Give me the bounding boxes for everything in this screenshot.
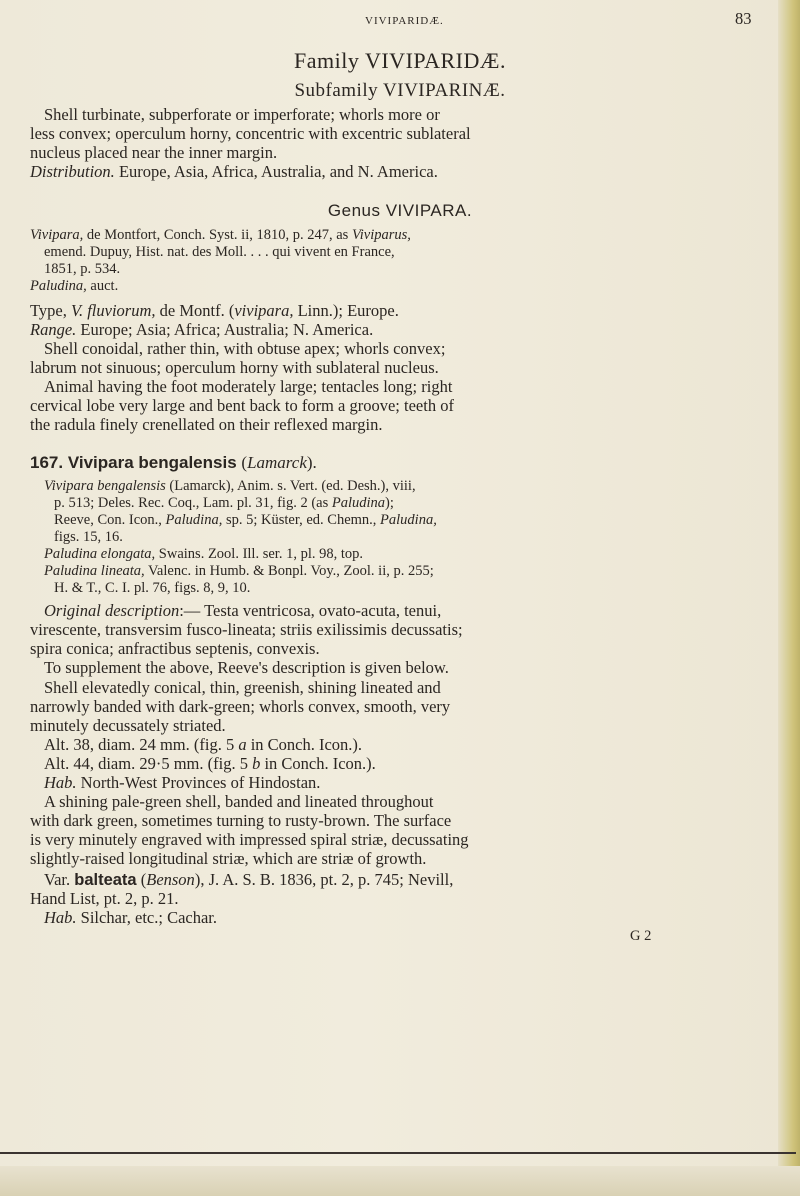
family-desc-3: nucleus placed near the inner margin. (30, 143, 278, 162)
species-syn-2: p. 513; Deles. Rec. Coq., Lam. pl. 31, fig. 2 (as Paludina); (54, 495, 394, 511)
genus-desc-1: Shell conoidal, rather thin, with obtuse apex; whorls convex; (44, 339, 446, 358)
reeve-desc-3: minutely decussately striated. (30, 716, 226, 735)
species-syn-3: Reeve, Con. Icon., Paludina, sp. 5; Küster, ed. Chemn., Paludina, (54, 512, 437, 528)
page-edge (778, 0, 800, 1196)
species-syn-5: Paludina elongata, Swains. Zool. Ill. ser. 1, pl. 98, top. (44, 546, 364, 562)
measurement-1: Alt. 38, diam. 24 mm. (fig. 5 a in Conch. Icon.). (44, 735, 363, 754)
subfamily-title: Subfamily VIVIPARINÆ. (294, 80, 506, 101)
genus-synonym-1c: 1851, p. 534. (44, 261, 121, 277)
habitat: Hab. North-West Provinces of Hindostan. (44, 773, 321, 792)
genus-type: Type, V. fluviorum, de Montf. (vivipara, Linn.); Europe. (30, 301, 399, 320)
measurement-2: Alt. 44, diam. 29·5 mm. (fig. 5 b in Conch. Icon.). (44, 754, 376, 773)
genus-range: Range. Europe; Asia; Africa; Australia; N. America. (30, 320, 374, 339)
page-number: 83 (735, 9, 752, 28)
species-syn-7: H. & T., C. I. pl. 76, figs. 8, 9, 10. (54, 580, 251, 596)
bottom-band (0, 1166, 800, 1196)
species-heading: 167. Vivipara bengalensis (Lamarck). (30, 453, 317, 472)
original-desc-2: virescente, transversim fusco-lineata; striis exilissimis decussatis; (30, 620, 463, 639)
genus-desc-3: Animal having the foot moderately large; tentacles long; right (44, 377, 453, 396)
family-desc-2: less convex; operculum horny, concentric with excentric sublateral (30, 124, 471, 143)
family-desc-1: Shell turbinate, subperforate or imperforate; whorls more or (44, 105, 440, 124)
family-distribution: Distribution. Europe, Asia, Africa, Australia, and N. America. (30, 162, 438, 181)
original-desc-3: spira conica; anfractibus septenis, convexis. (30, 639, 320, 658)
shell-desc-2: with dark green, sometimes turning to rusty-brown. The surface (30, 811, 452, 830)
original-desc-1: Original description:— Testa ventricosa, ovato-acuta, tenui, (44, 601, 442, 620)
supplement-note: To supplement the above, Reeve's description is given below. (44, 658, 449, 677)
variety-habitat: Hab. Silchar, etc.; Cachar. (44, 908, 217, 927)
reeve-desc-1: Shell elevatedly conical, thin, greenish, shining lineated and (44, 678, 441, 697)
shell-desc-4: slightly-raised longitudinal striæ, which are striæ of growth. (30, 849, 427, 868)
variety-line-1: Var. balteata (Benson), J. A. S. B. 1836, pt. 2, p. 745; Nevill, (44, 870, 454, 889)
variety-line-2: Hand List, pt. 2, p. 21. (30, 889, 179, 908)
genus-desc-2: labrum not sinuous; operculum horny with sublateral nucleus. (30, 358, 439, 377)
family-title: Family VIVIPARIDÆ. (294, 48, 506, 73)
genus-desc-4: cervical lobe very large and bent back to form a groove; teeth of (30, 396, 454, 415)
signature-mark: G 2 (630, 928, 652, 944)
genus-synonym-1b: emend. Dupuy, Hist. nat. des Moll. . . . qui vivent en France, (44, 244, 395, 260)
genus-title: Genus VIVIPARA. (327, 201, 473, 220)
shell-desc-1: A shining pale-green shell, banded and lineated throughout (44, 792, 434, 811)
reeve-desc-2: narrowly banded with dark-green; whorls convex, smooth, very (30, 697, 451, 716)
shell-desc-3: is very minutely engraved with impressed spiral striæ, decussating (30, 830, 469, 849)
species-syn-1: Vivipara bengalensis (Lamarck), Anim. s. Vert. (ed. Desh.), viii, (44, 478, 416, 494)
bottom-rule (0, 1152, 796, 1154)
genus-synonym-2: Paludina, auct. (30, 278, 119, 294)
species-syn-4: figs. 15, 16. (54, 529, 123, 545)
species-syn-6: Paludina lineata, Valenc. in Humb. & Bonpl. Voy., Zool. ii, p. 255; (44, 563, 434, 579)
genus-desc-5: the radula finely crenellated on their reflexed margin. (30, 415, 383, 434)
genus-synonym-1: Vivipara, de Montfort, Conch. Syst. ii, 1810, p. 247, as Viviparus, (30, 227, 411, 243)
running-title: VIVIPARIDÆ. (365, 15, 444, 27)
